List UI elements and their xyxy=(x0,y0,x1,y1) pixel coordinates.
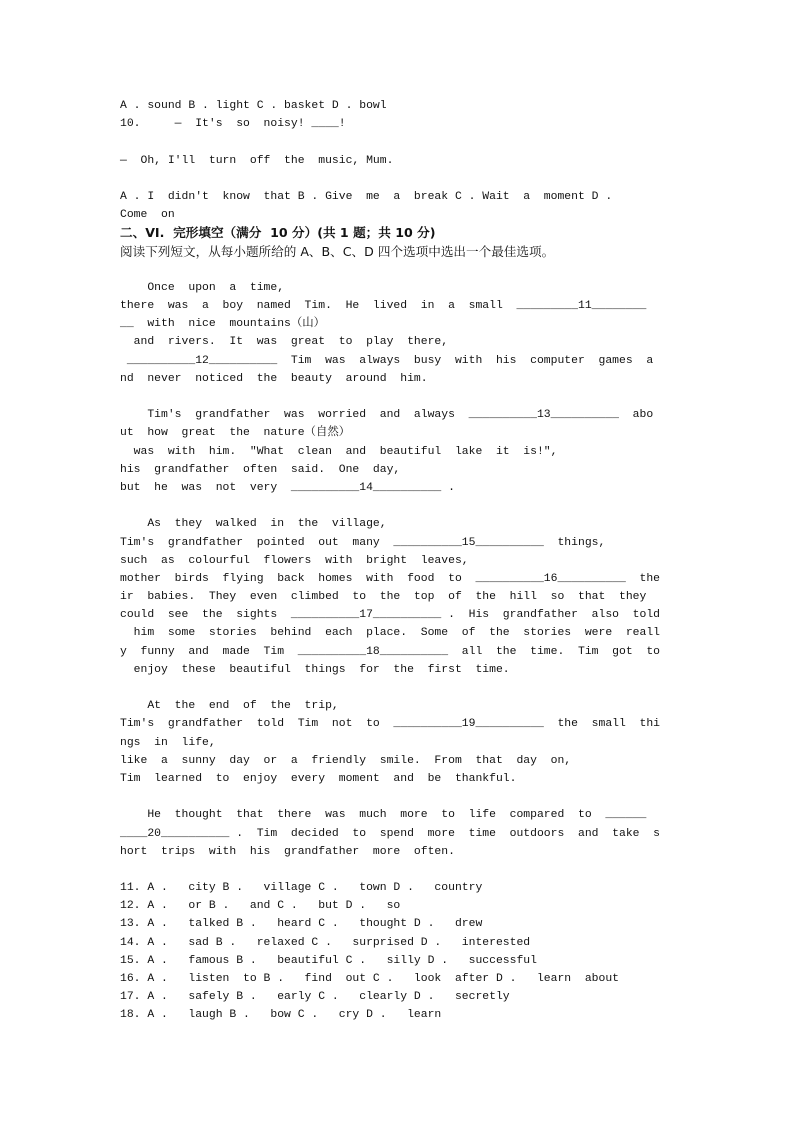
cloze-passage xyxy=(120,279,676,879)
passage-line: __ with nice mountains（山） xyxy=(120,318,326,331)
option-line: 11. A . city B . village C . town D . country xyxy=(120,882,483,895)
passage-line: hort trips with his grandfather more often. xyxy=(120,845,455,858)
option-line: 13. A . talked B . heard C . thought D . drew xyxy=(120,918,483,931)
passage-line: Once upon a time, xyxy=(120,281,285,294)
passage-line: but he was not very __________14__________ . xyxy=(120,481,455,494)
passage-line: Tim learned to enjoy every moment and be thankful. xyxy=(120,772,517,785)
question-10-options: A . I didn't know that B . Give me a break C . Wait a moment D . xyxy=(120,190,613,203)
passage-line: and rivers. It was great to play there, xyxy=(120,336,449,349)
option-line: 17. A . safely B . early C . clearly D . secretly xyxy=(120,991,510,1004)
section-title: 二、VI. 完形填空（满分 10 分）(共 1 题；共 10 分) xyxy=(120,225,436,241)
section-instruction: 阅读下列短文，从每小题所给的 A、B、C、D 四个选项中选出一个最佳选项。 xyxy=(120,243,555,259)
passage-line: was with him. "What clean and beautiful lake it is!", xyxy=(120,445,558,458)
passage-line: Tim's grandfather was worried and always __________13__________ abo xyxy=(120,409,654,422)
passage-line xyxy=(120,861,676,879)
option-line: 18. A . laugh B . bow C . cry D . learn xyxy=(120,1009,442,1022)
passage-line: mother birds flying back homes with food to __________16__________ the xyxy=(120,572,661,585)
passage-line: y funny and made Tim __________18__________ all the time. Tim got to xyxy=(120,645,661,658)
passage-line: ut how great the nature（自然） xyxy=(120,427,351,440)
passage-line: __________12__________ Tim was always busy with his computer games a xyxy=(120,354,654,367)
question-10-block xyxy=(120,97,676,224)
option-line: 14. A . sad B . relaxed C . surprised D . interested xyxy=(120,936,531,949)
passage-line xyxy=(120,497,676,515)
passage-line: like a sunny day or a friendly smile. From that day on, xyxy=(120,754,572,767)
blank-line xyxy=(120,133,676,151)
passage-line: He thought that there was much more to life compared to ______ xyxy=(120,809,647,822)
question-10-reply: — Oh, I'll turn off the music, Mum. xyxy=(120,154,394,167)
passage-line xyxy=(120,788,676,806)
passage-line: could see the sights __________17__________ . His grandfather also told xyxy=(120,609,661,622)
option-line: 15. A . famous B . beautiful C . silly D . successful xyxy=(120,954,537,967)
question-10-options-cont: Come on xyxy=(120,209,175,222)
passage-line: there was a boy named Tim. He lived in a small _________11________ xyxy=(120,300,647,313)
passage-line: enjoy these beautiful things for the first time. xyxy=(120,663,510,676)
passage-line: ngs in life, xyxy=(120,736,216,749)
passage-line xyxy=(120,388,676,406)
blank-line xyxy=(120,170,676,188)
exam-page xyxy=(120,97,676,1025)
passage-line: As they walked in the village, xyxy=(120,518,387,531)
option-line: 16. A . listen to B . find out C . look after D . learn about xyxy=(120,973,619,985)
passage-line xyxy=(120,679,676,697)
passage-line: nd never noticed the beauty around him. xyxy=(120,372,428,385)
passage-line: his grandfather often said. One day, xyxy=(120,463,401,476)
option-line: 12. A . or B . and C . but D . so xyxy=(120,900,401,913)
spacer xyxy=(120,261,676,279)
passage-line: ____20__________ . Tim decided to spend more time outdoors and take s xyxy=(120,827,661,840)
passage-line: him some stories behind each place. Some of the stories were reall xyxy=(120,627,661,640)
passage-line: At the end of the trip, xyxy=(120,700,339,713)
passage-line: Tim's grandfather told Tim not to __________19__________ the small thi xyxy=(120,718,661,731)
question-9-options: A . sound B . light C . basket D . bowl xyxy=(120,100,387,112)
passage-line: Tim's grandfather pointed out many __________15__________ things, xyxy=(120,536,606,549)
question-10-prompt: 10. — It's so noisy! ____! xyxy=(120,118,346,131)
passage-line: such as colourful flowers with bright leaves, xyxy=(120,554,469,567)
passage-line: ir babies. They even climbed to the top of the hill so that they xyxy=(120,591,647,604)
cloze-options xyxy=(120,879,676,1025)
